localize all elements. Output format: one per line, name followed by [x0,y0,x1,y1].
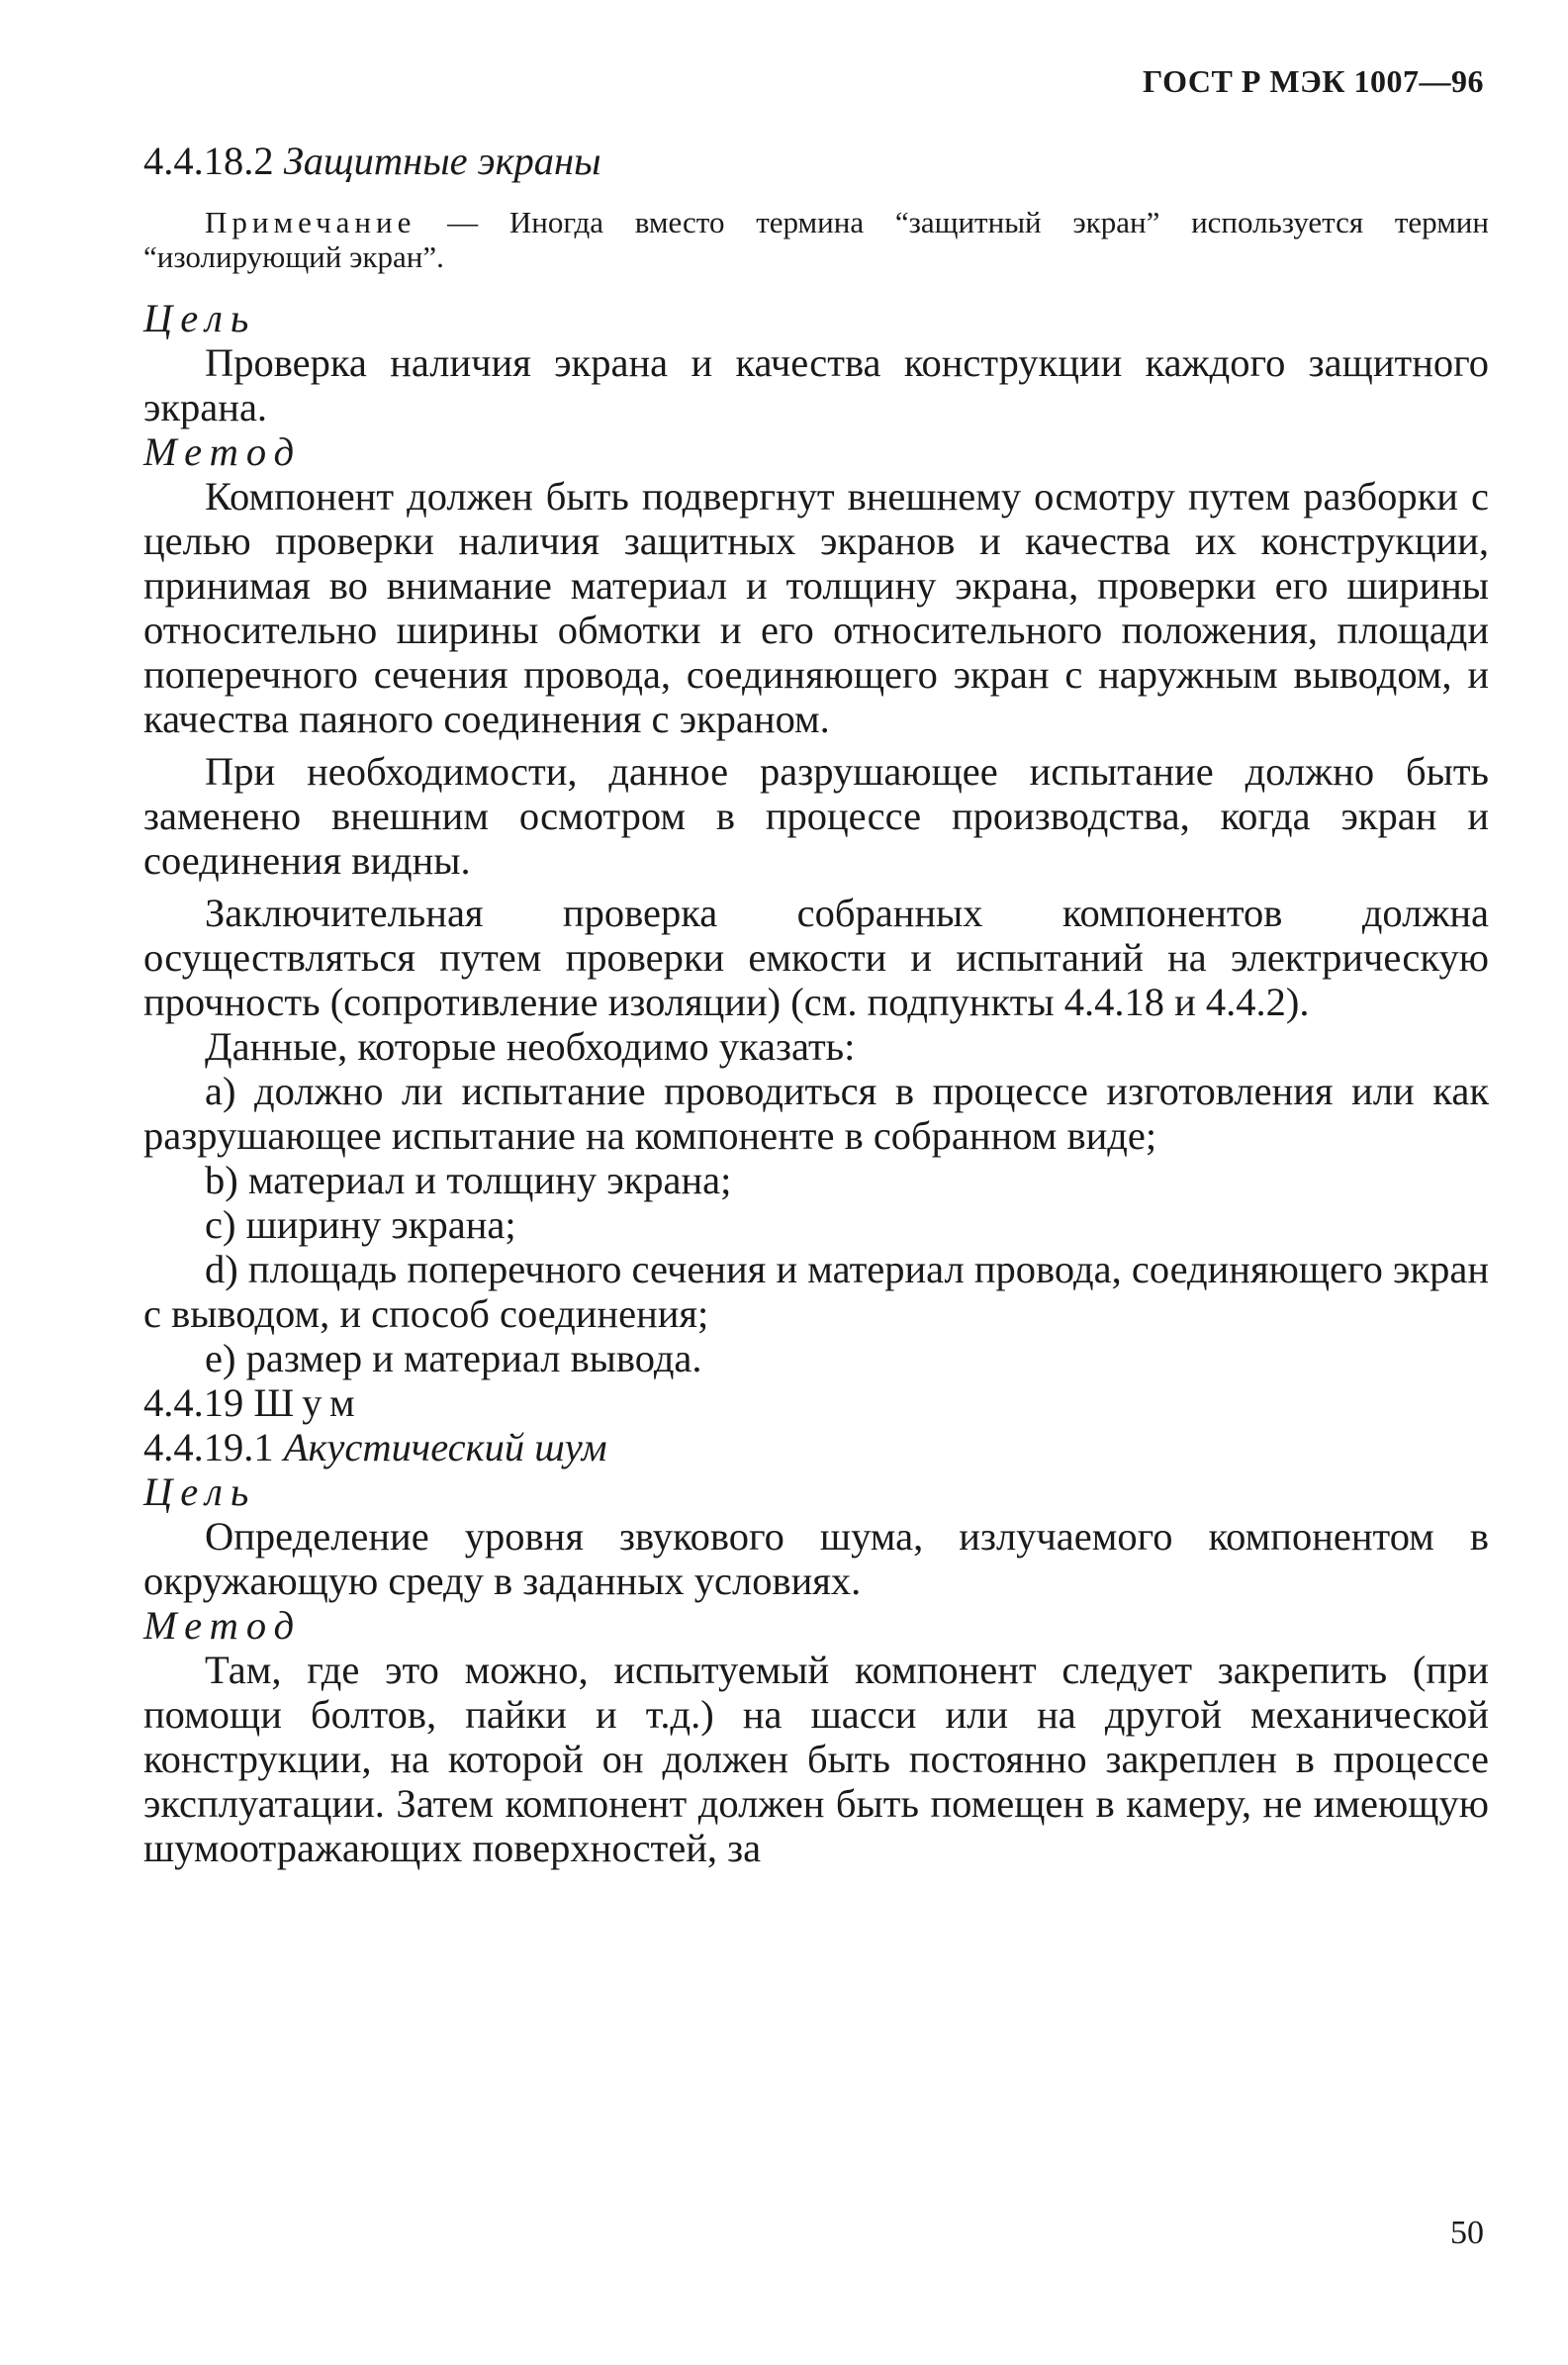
note [143,205,1489,274]
list-item: а) должно ли испытание проводиться в процессе изготовления или как разрушающее испытание на компоненте в собранном виде; [143,1069,1489,1158]
section-title: Защитные экраны [283,139,601,183]
list-item: e) размер и материал вывода. [205,1336,702,1380]
page-content [143,139,1489,1870]
goal-paragraph: Определение уровня звукового шума, излучаемого компонентом в окружающую среду в заданных условиях. [143,1514,1489,1603]
method-label: Метод [143,1603,303,1648]
goal-label: Цель [143,296,257,340]
section-heading-4-4-19-1 [143,1425,1489,1469]
goal-paragraph: Проверка наличия экрана и качества конструкции каждого защитного экрана. [143,340,1489,429]
section-number: 4.4.18.2 [143,139,274,183]
method-paragraph: Компонент должен быть подвергнут внешнему осмотру путем разборки с целью проверки наличия защитных экранов и качества их конструкции, принимая во внимание материал и толщину экрана, проверки его ширины относительно ширины обмотки и его относительного положения, площади поперечного сечения провода, соединяющего экран с наружным выводом, и качества паяного соединения с экраном. [143,474,1489,741]
paragraph: Заключительная проверка собранных компонентов должна осуществляться путем проверки емкости и испытаний на электрическую прочность (сопротивление изоляции) (см. подпункты 4.4.18 и 4.4.2). [143,891,1489,1024]
section-heading-4-4-18-2 [143,139,1489,183]
list-item: d) площадь поперечного сечения и материал провода, соединяющего экран с выводом, и способ соединения; [143,1247,1489,1336]
page-number: 50 [1450,2215,1484,2251]
paragraph: Данные, которые необходимо указать: [205,1024,856,1069]
document-code: ГОСТ Р МЭК 1007—96 [1143,63,1484,99]
section-heading-4-4-19 [143,1380,1489,1425]
section-number: 4.4.19 [143,1380,244,1425]
method-paragraph: Там, где это можно, испытуемый компонент следует закрепить (при помощи болтов, пайки и т.д.) на шасси или на другой механической конструкции, на которой он должен быть постоянно закреплен в процессе эксплуатации. Затем компонент должен быть помещен в камеру, не имеющую шумоотражающих поверхностей, за [143,1648,1489,1870]
section-title: Шум [253,1380,363,1425]
note-label: Примечание [205,205,416,239]
section-number: 4.4.19.1 [143,1425,274,1469]
list-item: c) ширину экрана; [205,1202,516,1247]
method-label: Метод [143,429,303,474]
list-item: b) материал и толщину экрана; [205,1158,732,1202]
paragraph: При необходимости, данное разрушающее испытание должно быть заменено внешним осмотром в процессе производства, когда экран и соединения видны. [143,749,1489,883]
goal-label: Цель [143,1469,257,1514]
section-title: Акустический шум [283,1425,607,1469]
note-text: — Иногда вместо термина “защитный экран” используется термин “изолирующий экран”. [143,205,1489,274]
